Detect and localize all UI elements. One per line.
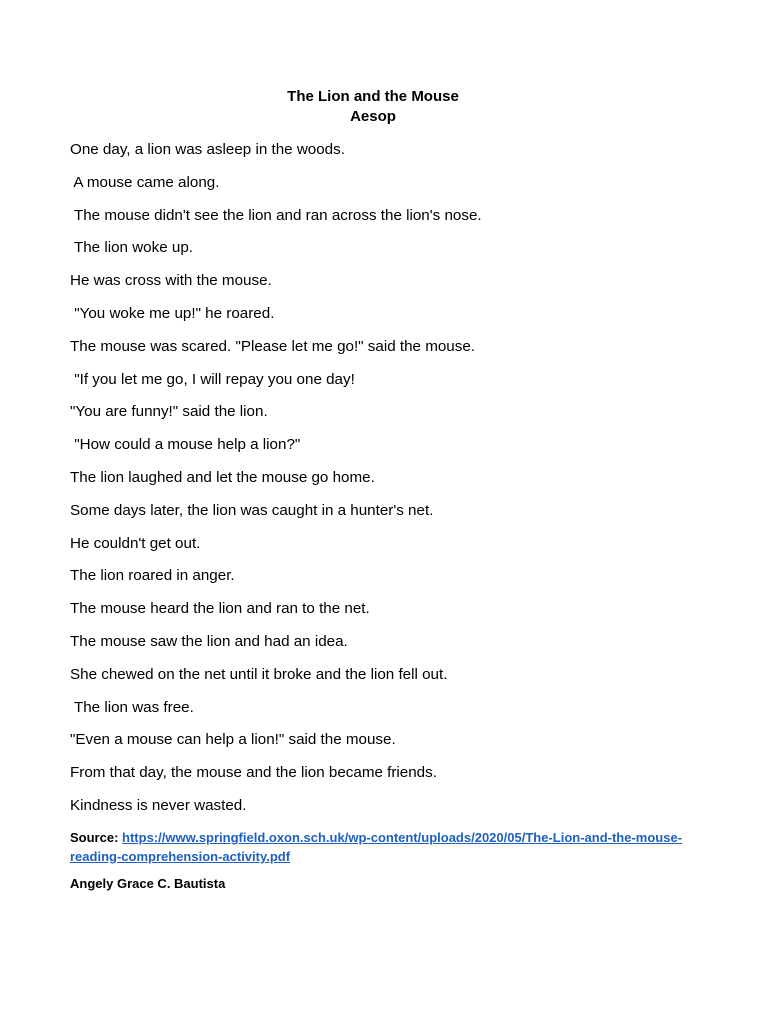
story-line: The mouse saw the lion and had an idea. bbox=[70, 632, 348, 650]
story-line: "If you let me go, I will repay you one day! bbox=[70, 370, 355, 388]
story-line: He couldn't get out. bbox=[70, 534, 201, 552]
story-line: The lion woke up. bbox=[70, 239, 193, 257]
story-line: "Even a mouse can help a lion!" said the mouse. bbox=[70, 731, 396, 749]
story-line: She chewed on the net until it broke and the lion fell out. bbox=[70, 665, 448, 683]
story-line: The lion laughed and let the mouse go home. bbox=[70, 468, 375, 486]
story-line: "You woke me up!" he roared. bbox=[70, 304, 275, 322]
story-line: "You are funny!" said the lion. bbox=[70, 403, 268, 421]
story-line: A mouse came along. bbox=[70, 173, 220, 191]
story-text bbox=[70, 140, 710, 829]
story-line: Some days later, the lion was caught in a hunter's net. bbox=[70, 501, 434, 519]
source-citation bbox=[70, 828, 710, 866]
story-line: Kindness is never wasted. bbox=[70, 796, 247, 814]
source-label: Source: bbox=[70, 830, 119, 845]
story-line: The lion was free. bbox=[70, 698, 194, 716]
story-author: Aesop bbox=[350, 108, 396, 125]
story-title: The Lion and the Mouse bbox=[287, 88, 459, 105]
story-line: The lion roared in anger. bbox=[70, 567, 235, 585]
story-line: The mouse didn't see the lion and ran across the lion's nose. bbox=[70, 206, 482, 224]
compiled-by: Angely Grace C. Bautista bbox=[70, 876, 226, 891]
story-line: The mouse was scared. "Please let me go!" said the mouse. bbox=[70, 337, 476, 355]
story-line: He was cross with the mouse. bbox=[70, 272, 272, 290]
source-link[interactable]: https://www.springfield.oxon.sch.uk/wp-content/uploads/2020/05/The-Lion-and-the-mouse-reading-comprehension-activity.pdf bbox=[70, 830, 683, 864]
story-line: The mouse heard the lion and ran to the net. bbox=[70, 600, 370, 618]
story-line: One day, a lion was asleep in the woods. bbox=[70, 141, 345, 158]
story-line: "How could a mouse help a lion?" bbox=[70, 436, 301, 454]
story-line: From that day, the mouse and the lion became friends. bbox=[70, 764, 437, 782]
